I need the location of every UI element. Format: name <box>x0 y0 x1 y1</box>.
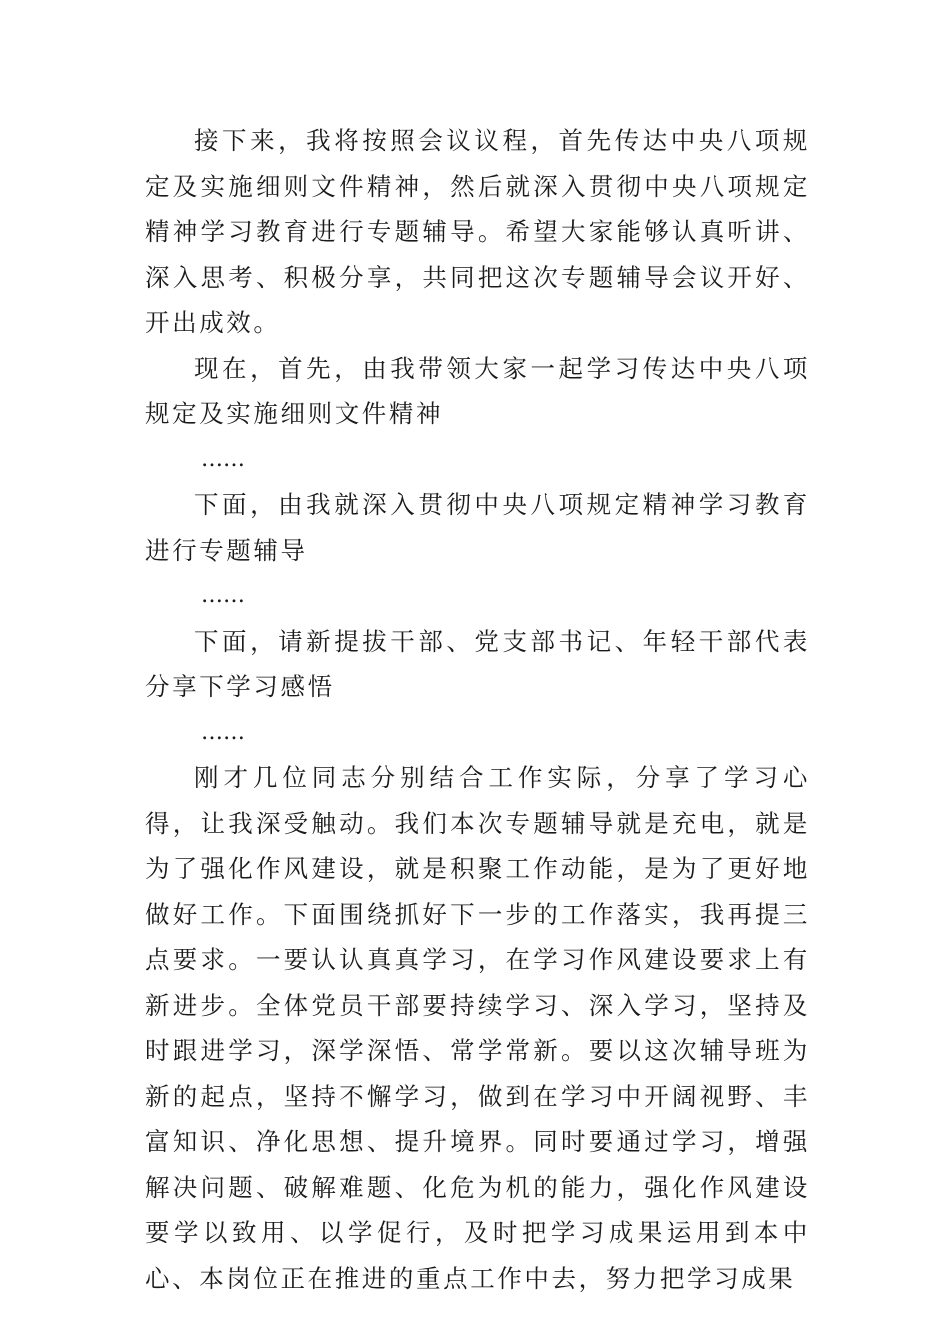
paragraph-second-item: 下面，由我就深入贯彻中央八项规定精神学习教育进行专题辅导 <box>145 490 810 565</box>
paragraph-first-item: 现在，首先，由我带领大家一起学习传达中央八项规定及实施细则文件精神 <box>145 353 810 428</box>
ellipsis-3: …… <box>201 719 245 745</box>
paragraph-third-item: 下面，请新提拔干部、党支部书记、年轻干部代表分享下学习感悟 <box>145 626 810 701</box>
ellipsis-2: …… <box>201 583 245 608</box>
ellipsis-1: …… <box>201 446 245 472</box>
paragraph-requirements: 刚才几位同志分别结合工作实际，分享了学习心得，让我深受触动。我们本次专题辅导就是充电，就是为了强化作风建设，就是积聚工作动能，是为了更好地做好工作。下面围绕抓好下一步的工作落实，我再提三点要求。一要认认真真学习，在学习作风建设要求上有新进步。全体党员干部要持续学习、深入学习，坚持及时跟进学习，深学深悟、常学常新。要以这次辅导班为新的起点，坚持不懈学习，做到在学习中开阔视野、丰富知识、净化思想、提升境界。同时要通过学习，增强解决问题、破解难题、化危为机的能力，强化作风建设要学以致用、以学促行，及时把学习成果运用到本中心、本岗位正在推进的重点工作中去，努力把学习成果 <box>145 763 810 1293</box>
paragraph-agenda: 接下来，我将按照会议议程，首先传达中央八项规定及实施细则文件精神，然后就深入贯彻中央八项规定精神学习教育进行专题辅导。希望大家能够认真听讲、深入思考、积极分享，共同把这次专题辅导会议开好、开出成效。 <box>145 126 810 337</box>
document-body <box>145 118 810 1301</box>
